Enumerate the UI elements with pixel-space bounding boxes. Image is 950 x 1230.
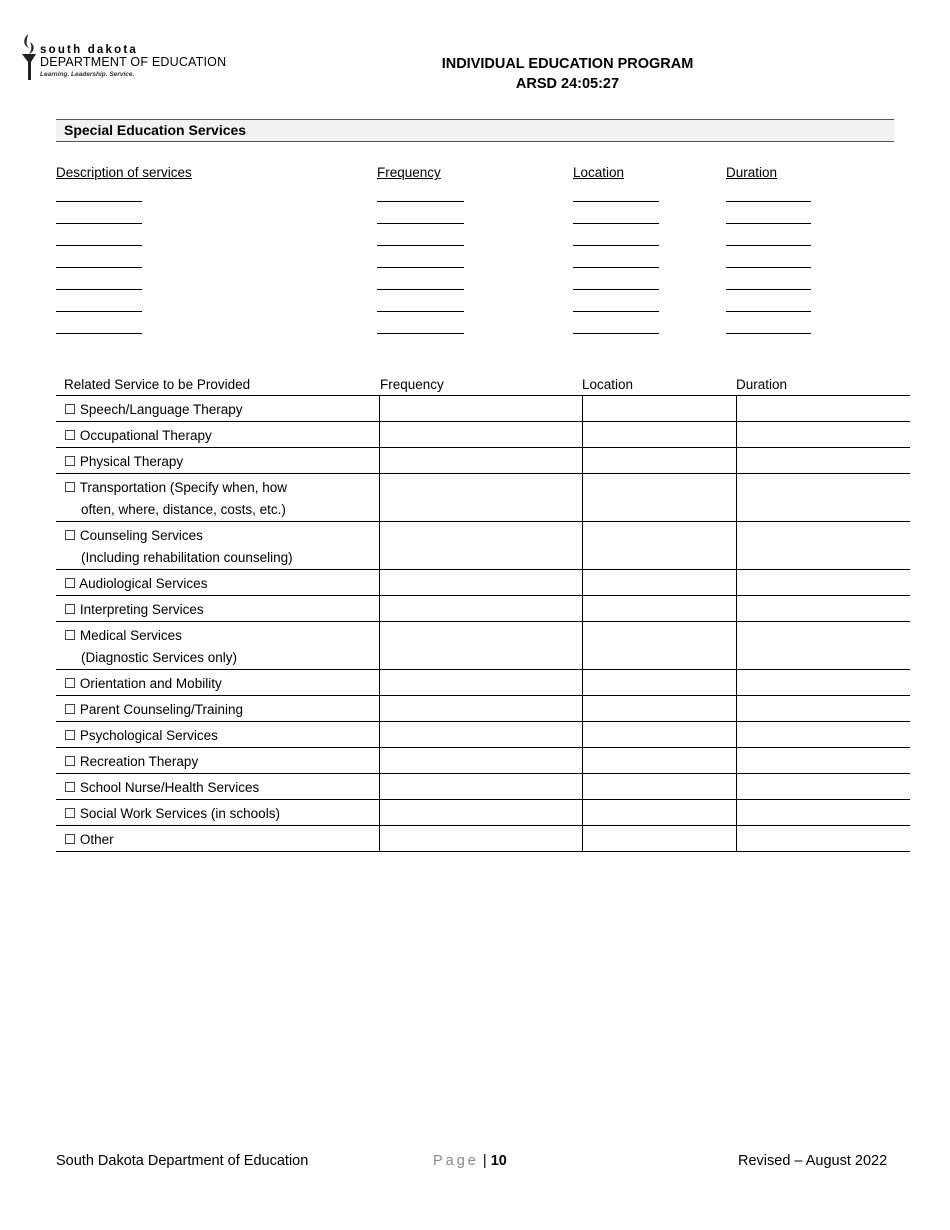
- rs-col-location: Location: [582, 377, 634, 392]
- checkbox[interactable]: ☐: [64, 454, 77, 469]
- checkbox[interactable]: ☐: [64, 528, 77, 543]
- rs-col-frequency: Frequency: [380, 377, 444, 392]
- document-title: INDIVIDUAL EDUCATION PROGRAM: [441, 56, 694, 72]
- frequency-cell[interactable]: [380, 696, 583, 722]
- table-row: [56, 774, 910, 800]
- blank-line[interactable]: [573, 223, 659, 224]
- blank-line[interactable]: [726, 201, 811, 202]
- blank-line[interactable]: [726, 267, 811, 268]
- blank-line[interactable]: [573, 245, 659, 246]
- footer-org: South Dakota Department of Education: [56, 1153, 309, 1169]
- blank-line[interactable]: [56, 311, 142, 312]
- table-row: [56, 422, 910, 448]
- related-services-table: [56, 395, 910, 852]
- location-cell[interactable]: [583, 800, 737, 826]
- location-cell[interactable]: [583, 670, 737, 696]
- checkbox[interactable]: ☐: [64, 576, 77, 591]
- checkbox[interactable]: ☐: [64, 702, 77, 717]
- location-cell[interactable]: [583, 570, 737, 596]
- blank-line[interactable]: [56, 289, 142, 290]
- checkbox[interactable]: ☐: [64, 780, 77, 795]
- checkbox[interactable]: ☐: [64, 428, 77, 443]
- location-cell[interactable]: [583, 774, 737, 800]
- table-row: [56, 596, 910, 622]
- service-label: Physical Therapy: [79, 454, 184, 469]
- logo-text-department: DEPARTMENT OF EDUCATION: [40, 55, 227, 69]
- table-row: [56, 826, 910, 852]
- duration-cell[interactable]: [737, 748, 911, 774]
- duration-cell[interactable]: [737, 474, 911, 522]
- table-row: [56, 522, 910, 570]
- duration-cell[interactable]: [737, 622, 911, 670]
- location-cell[interactable]: [583, 396, 737, 422]
- duration-cell[interactable]: [737, 522, 911, 570]
- table-row: [56, 800, 910, 826]
- checkbox[interactable]: ☐: [64, 602, 77, 617]
- service-label: Social Work Services (in schools): [79, 806, 280, 821]
- checkbox[interactable]: ☐: [64, 676, 77, 691]
- page-number: 10: [490, 1153, 507, 1169]
- duration-cell[interactable]: [737, 696, 911, 722]
- service-label: Audiological Services: [79, 576, 208, 591]
- location-cell[interactable]: [583, 596, 737, 622]
- frequency-cell[interactable]: [380, 448, 583, 474]
- service-label: Interpreting Services: [79, 602, 204, 617]
- blank-line[interactable]: [726, 311, 811, 312]
- duration-cell[interactable]: [737, 774, 911, 800]
- blank-line[interactable]: [377, 311, 464, 312]
- table-row: [56, 474, 910, 522]
- blank-line[interactable]: [377, 267, 464, 268]
- frequency-cell[interactable]: [380, 774, 583, 800]
- location-cell[interactable]: [583, 722, 737, 748]
- service-label: Speech/Language Therapy: [79, 402, 243, 417]
- duration-cell[interactable]: [737, 422, 911, 448]
- frequency-cell[interactable]: [380, 800, 583, 826]
- blank-line[interactable]: [377, 201, 464, 202]
- frequency-cell[interactable]: [380, 570, 583, 596]
- service-label: Orientation and Mobility: [79, 676, 222, 691]
- blank-line[interactable]: [56, 245, 142, 246]
- checkbox[interactable]: ☐: [64, 628, 77, 643]
- frequency-cell[interactable]: [380, 622, 583, 670]
- footer-page: Page | 10: [433, 1153, 507, 1169]
- location-cell[interactable]: [583, 448, 737, 474]
- checkbox[interactable]: ☐: [64, 728, 77, 743]
- service-label: Medical Services: [79, 628, 182, 643]
- blank-line[interactable]: [377, 245, 464, 246]
- service-label: Parent Counseling/Training: [79, 702, 243, 717]
- duration-cell[interactable]: [737, 570, 911, 596]
- blank-line[interactable]: [377, 223, 464, 224]
- blank-line[interactable]: [573, 289, 659, 290]
- frequency-cell[interactable]: [380, 596, 583, 622]
- service-label: Psychological Services: [79, 728, 218, 743]
- service-label: Recreation Therapy: [79, 754, 199, 769]
- blank-line[interactable]: [56, 223, 142, 224]
- duration-cell[interactable]: [737, 826, 911, 852]
- location-cell[interactable]: [583, 422, 737, 448]
- logo-tagline: Learning. Leadership. Service.: [40, 71, 135, 78]
- col-duration: Duration: [726, 165, 778, 180]
- location-cell[interactable]: [583, 474, 737, 522]
- service-label-note: often, where, distance, costs, etc.): [81, 502, 286, 517]
- location-cell[interactable]: [583, 522, 737, 570]
- checkbox[interactable]: ☐: [64, 806, 77, 821]
- blank-line[interactable]: [726, 223, 811, 224]
- blank-line[interactable]: [56, 201, 142, 202]
- col-frequency: Frequency: [377, 165, 441, 180]
- rs-col-service: Related Service to be Provided: [64, 377, 251, 392]
- blank-line[interactable]: [56, 267, 142, 268]
- location-cell[interactable]: [583, 622, 737, 670]
- blank-line[interactable]: [56, 333, 142, 334]
- section-header: [56, 119, 894, 142]
- duration-cell[interactable]: [737, 670, 911, 696]
- table-row: [56, 396, 910, 422]
- service-label: Other: [79, 832, 114, 847]
- duration-cell[interactable]: [737, 800, 911, 826]
- location-cell[interactable]: [583, 826, 737, 852]
- frequency-cell[interactable]: [380, 670, 583, 696]
- table-row: [56, 722, 910, 748]
- logo-text-state: south dakota: [40, 44, 138, 56]
- checkbox[interactable]: ☐: [64, 402, 77, 417]
- frequency-cell[interactable]: [380, 396, 583, 422]
- duration-cell[interactable]: [737, 396, 911, 422]
- frequency-cell[interactable]: [380, 474, 583, 522]
- service-label-note: (Including rehabilitation counseling): [81, 550, 293, 565]
- service-label: Counseling Services: [79, 528, 203, 543]
- blank-line[interactable]: [726, 333, 811, 334]
- blank-line[interactable]: [573, 201, 659, 202]
- location-cell[interactable]: [583, 748, 737, 774]
- col-location: Location: [573, 165, 625, 180]
- page-label: Page: [433, 1153, 479, 1169]
- frequency-cell[interactable]: [380, 826, 583, 852]
- blank-line[interactable]: [726, 289, 811, 290]
- duration-cell[interactable]: [737, 596, 911, 622]
- table-row: [56, 570, 910, 596]
- footer-revised: Revised – August 2022: [738, 1153, 888, 1169]
- service-label-note: (Diagnostic Services only): [81, 650, 238, 665]
- service-label: Occupational Therapy: [79, 428, 212, 443]
- document-subtitle: ARSD 24:05:27: [515, 76, 620, 92]
- table-row: [56, 696, 910, 722]
- frequency-cell[interactable]: [380, 748, 583, 774]
- checkbox[interactable]: ☐: [64, 832, 77, 847]
- duration-cell[interactable]: [737, 448, 911, 474]
- blank-line[interactable]: [573, 311, 659, 312]
- blank-line[interactable]: [377, 333, 464, 334]
- location-cell[interactable]: [583, 696, 737, 722]
- frequency-cell[interactable]: [380, 522, 583, 570]
- service-label: School Nurse/Health Services: [79, 780, 260, 795]
- table-row: [56, 670, 910, 696]
- service-label: Transportation (Specify when, how: [79, 480, 287, 495]
- blank-line[interactable]: [377, 289, 464, 290]
- rs-col-duration: Duration: [736, 377, 788, 392]
- col-description: Description of services: [56, 165, 192, 180]
- frequency-cell[interactable]: [380, 422, 583, 448]
- blank-line[interactable]: [573, 267, 659, 268]
- blank-line[interactable]: [573, 333, 659, 334]
- checkbox[interactable]: ☐: [64, 480, 77, 495]
- blank-line[interactable]: [726, 245, 811, 246]
- torch-icon: [18, 32, 42, 82]
- frequency-cell[interactable]: [380, 722, 583, 748]
- table-row: [56, 748, 910, 774]
- table-row: [56, 448, 910, 474]
- checkbox[interactable]: ☐: [64, 754, 77, 769]
- section-title: Special Education Services: [64, 122, 247, 138]
- table-row: [56, 622, 910, 670]
- duration-cell[interactable]: [737, 722, 911, 748]
